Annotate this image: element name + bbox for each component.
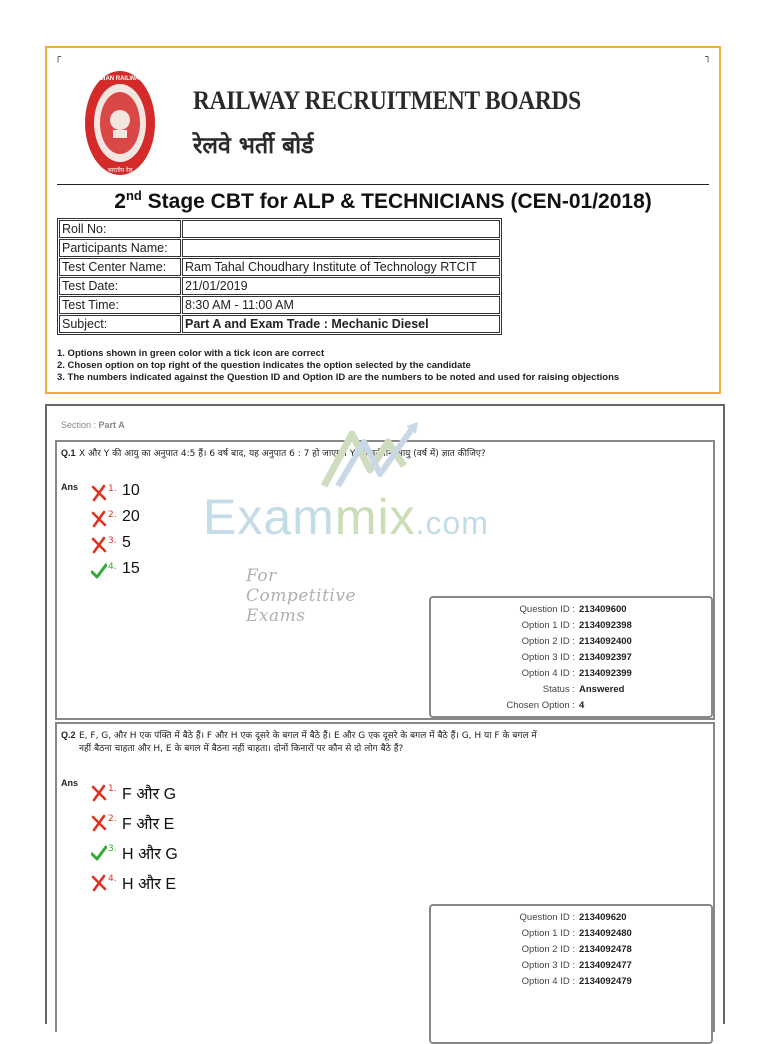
title-rest: Stage CBT for ALP & TECHNICIANS (CEN-01/2018) (141, 190, 652, 213)
option-text: 10 (122, 482, 140, 499)
label-cell: Test Time: (59, 296, 181, 314)
instructions (57, 348, 619, 384)
meta-value: 2134092478 (579, 944, 632, 955)
label-cell: Test Date: (59, 277, 181, 295)
cross-icon (91, 814, 107, 832)
question-meta-box (429, 904, 713, 1044)
time-value: 8:30 AM - 11:00 AM (182, 296, 500, 314)
logo-text: INDIAN RAILWAYS (93, 76, 147, 82)
question-card (55, 440, 715, 720)
meta-value: 2134092479 (579, 976, 632, 987)
participant-value (182, 239, 500, 257)
option-text: 15 (122, 560, 140, 577)
table-row (59, 220, 500, 238)
note-item: 3. The numbers indicated against the Question ID and Option ID are the numbers to be noted and used for raising objections (57, 372, 620, 383)
section-name: Part A (98, 420, 125, 430)
meta-value: 213409600 (579, 604, 627, 615)
corner-mark: ┐ (704, 52, 711, 63)
meta-label: Chosen Option : (506, 700, 575, 711)
label-cell: Test Center Name: (59, 258, 181, 276)
option-text: H और G (122, 846, 178, 863)
label-cell: Subject: (59, 315, 181, 333)
meta-label: Option 3 ID : (521, 652, 575, 663)
org-name-english: RAILWAY RECRUITMENT BOARDS (193, 86, 581, 115)
meta-value: 2134092397 (579, 652, 632, 663)
date-value: 21/01/2019 (182, 277, 500, 295)
table-row (59, 296, 500, 314)
option-number: 1. (108, 784, 117, 794)
label-cell: Roll No: (59, 220, 181, 238)
meta-value: 2134092480 (579, 928, 632, 939)
option-text: F और E (122, 816, 175, 833)
candidate-info-table (57, 218, 502, 335)
meta-label: Option 1 ID : (521, 620, 575, 631)
status-value: Answered (579, 684, 625, 695)
meta-value: 2134092399 (579, 668, 632, 679)
cross-icon (91, 510, 107, 528)
table-row (59, 315, 500, 333)
meta-value: 213409620 (579, 912, 627, 923)
exam-title (47, 188, 719, 214)
label-cell: Participants Name: (59, 239, 181, 257)
question-number: Q.1 (61, 448, 76, 458)
note-item: 2. Chosen option on top right of the question indicates the option selected by the candidate (57, 360, 471, 371)
answer-sheet (45, 404, 725, 1024)
meta-label: Option 4 ID : (521, 976, 575, 987)
question-text: X और Y की आयु का अनुपात 4:5 हैं। 6 वर्ष बाद, यह अनुपात 6 : 7 हो जाएगा। Y की वर्तमान आयु (वर्ष में) ज्ञात कीजिए? (79, 449, 486, 459)
option-number: 4. (108, 874, 117, 884)
option-text: 20 (122, 508, 140, 525)
subject-value: Part A and Exam Trade : Mechanic Diesel (182, 315, 500, 333)
meta-label: Option 2 ID : (521, 636, 575, 647)
title-sup: nd (125, 188, 142, 203)
table-row (59, 258, 500, 276)
org-name-hindi: रेलवे भर्ती बोर्ड (193, 132, 314, 159)
option-text: F और G (122, 786, 177, 803)
option-number: 2. (108, 510, 117, 520)
cross-icon (91, 536, 107, 554)
check-icon (91, 844, 107, 862)
check-icon (91, 562, 107, 580)
railway-logo (83, 68, 157, 178)
meta-label: Option 2 ID : (521, 944, 575, 955)
option-number: 1. (108, 484, 117, 494)
section-prefix: Section : (61, 420, 99, 430)
meta-label: Option 1 ID : (521, 928, 575, 939)
note-item: 1. Options shown in green color with a tick icon are correct (57, 348, 325, 359)
divider (57, 184, 709, 185)
watermark-tagline: For Competitive Exams (246, 566, 357, 626)
option-number: 3. (108, 844, 117, 854)
meta-label: Option 3 ID : (521, 960, 575, 971)
roll-no-value (182, 220, 500, 238)
question-card (55, 722, 715, 1032)
corner-mark: ┌ (55, 52, 62, 63)
wm-dotcom: .com (415, 505, 489, 541)
center-value: Ram Tahal Choudhary Institute of Technology RTCIT (182, 258, 500, 276)
option-text: H और E (122, 876, 177, 893)
cross-icon (91, 484, 107, 502)
wm-mix: mix (334, 489, 416, 545)
meta-value: 2134092398 (579, 620, 632, 631)
option-number: 2. (108, 814, 117, 824)
option-number: 3. (108, 536, 117, 546)
question-meta-box (429, 596, 713, 718)
ans-label: Ans (61, 482, 79, 492)
question-text: E, F, G, और H एक पंक्ति में बैठे हैं। F और H एक दूसरे के बगल में बैठे हैं। E और G एक दूसरे के बगल में बैठे हैं। G, H या F के बगल में नहीं बैठना चाहता और H, E के बगल में बैठना नहीं चाहता। दोनों किनारों पर कौन से दो लोग बैठे हैं? (79, 731, 537, 754)
header-panel (45, 46, 721, 394)
meta-value: 2134092477 (579, 960, 632, 971)
table-row (59, 239, 500, 257)
title-prefix: 2 (114, 190, 126, 213)
wm-exam: Exam (203, 489, 335, 545)
option-number: 4. (108, 562, 117, 572)
meta-label: Option 4 ID : (521, 668, 575, 679)
cross-icon (91, 874, 107, 892)
section-label (61, 420, 125, 430)
table-row (59, 277, 500, 295)
cross-icon (91, 784, 107, 802)
meta-label: Question ID : (519, 912, 575, 923)
meta-label: Question ID : (519, 604, 575, 615)
meta-label: Status : (542, 684, 575, 695)
question-number: Q.2 (61, 730, 76, 740)
option-text: 5 (122, 534, 131, 551)
ans-label: Ans (61, 778, 79, 788)
chosen-option-value: 4 (579, 700, 585, 711)
logo-text-hi: भारतीय रेल (107, 167, 133, 174)
meta-value: 2134092400 (579, 636, 632, 647)
